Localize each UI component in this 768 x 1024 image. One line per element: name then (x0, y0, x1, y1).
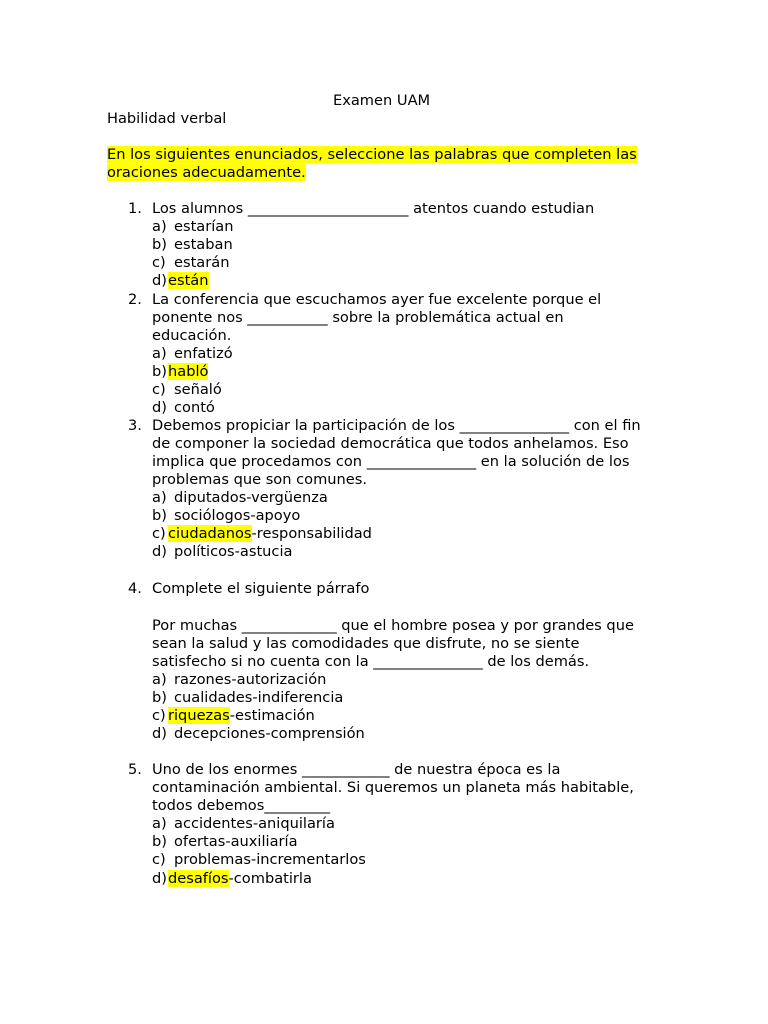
highlighted-answer: ciudadanos (168, 525, 252, 542)
highlighted-answer: habló (168, 363, 209, 380)
option-letter: b) (152, 689, 167, 706)
option-text: señaló (174, 381, 222, 398)
option-text: estarán (174, 254, 230, 271)
option-letter: d) (152, 870, 167, 887)
option-letter: d) (152, 399, 167, 416)
option-letter: a) (152, 345, 167, 362)
option-text: ofertas-auxiliaría (174, 833, 298, 850)
question-text-line: Complete el siguiente párrafo (152, 580, 370, 597)
option-text: estaban (174, 236, 233, 253)
option-text: enfatizó (174, 345, 233, 362)
option-text: políticos-astucia (174, 543, 293, 560)
option-letter: d) (152, 543, 167, 560)
highlighted-answer: riquezas (168, 707, 230, 724)
page-title: Examen UAM (333, 92, 431, 109)
option-letter: a) (152, 218, 167, 235)
option-letter: c) (152, 254, 166, 271)
question-number: 3. (128, 417, 142, 434)
option-letter: a) (152, 489, 167, 506)
question-text-line: Por muchas _____________ que el hombre posea y por grandes que (152, 617, 634, 634)
option-letter: c) (152, 381, 166, 398)
option-letter: c) (152, 525, 166, 542)
option-letter: b) (152, 236, 167, 253)
question-number: 1. (128, 200, 142, 217)
question-text-line: implica que procedamos con _______________ en la solución de los (152, 453, 630, 470)
question-text-line: Uno de los enormes ____________ de nuestra época es la (152, 761, 561, 778)
instruction-line-1: En los siguientes enunciados, seleccione las palabras que completen las (107, 146, 637, 163)
option-text: estarían (174, 218, 234, 235)
option-text: sociólogos-apoyo (174, 507, 301, 524)
question-text-line: todos debemos_________ (152, 797, 330, 814)
option-letter: a) (152, 671, 167, 688)
option-letter: c) (152, 707, 166, 724)
option-text: problemas-incrementarlos (174, 851, 366, 868)
question-text-line: Los alumnos ______________________ atentos cuando estudian (152, 200, 595, 217)
question-text-line: problemas que son comunes. (152, 471, 368, 488)
option-text-correct: ciudadanos-responsabilidad (168, 525, 372, 542)
question-text-line: educación. (152, 327, 232, 344)
question-number: 4. (128, 580, 142, 597)
option-letter: b) (152, 833, 167, 850)
option-text: contó (174, 399, 215, 416)
option-letter: d) (152, 725, 167, 742)
option-text-correct (168, 272, 209, 290)
option-text: decepciones-comprensión (174, 725, 365, 742)
question-text-line: satisfecho si no cuenta con la _______________ de los demás. (152, 653, 590, 670)
instruction-line-2: oraciones adecuadamente. (107, 164, 306, 181)
option-text-correct: desafíos-combatirla (168, 870, 312, 887)
question-text-line: ponente nos ___________ sobre la problemática actual en (152, 309, 564, 326)
option-text: cualidades-indiferencia (174, 689, 344, 706)
option-text-correct: riquezas-estimación (168, 707, 315, 724)
highlighted-answer: están (168, 272, 209, 289)
question-text-line: La conferencia que escuchamos ayer fue excelente porque el (152, 291, 602, 308)
question-text-line: contaminación ambiental. Si queremos un planeta más habitable, (152, 779, 634, 796)
question-text-line: Debemos propiciar la participación de los _______________ con el fin (152, 417, 641, 434)
option-letter: a) (152, 815, 167, 832)
option-text: diputados-vergüenza (174, 489, 328, 506)
section-heading: Habilidad verbal (107, 110, 227, 127)
option-text-correct (168, 363, 208, 381)
question-number: 5. (128, 761, 142, 778)
option-letter: b) (152, 363, 167, 380)
question-number: 2. (128, 291, 142, 308)
option-letter: b) (152, 507, 167, 524)
option-letter: d) (152, 272, 167, 289)
option-text: accidentes-aniquilaría (174, 815, 335, 832)
highlighted-answer: desafíos (168, 870, 229, 887)
question-text-line: de componer la sociedad democrática que todos anhelamos. Eso (152, 435, 629, 452)
question-text-line: sean la salud y las comodidades que disfrute, no se siente (152, 635, 580, 652)
option-text: razones-autorización (174, 671, 327, 688)
option-letter: c) (152, 851, 166, 868)
